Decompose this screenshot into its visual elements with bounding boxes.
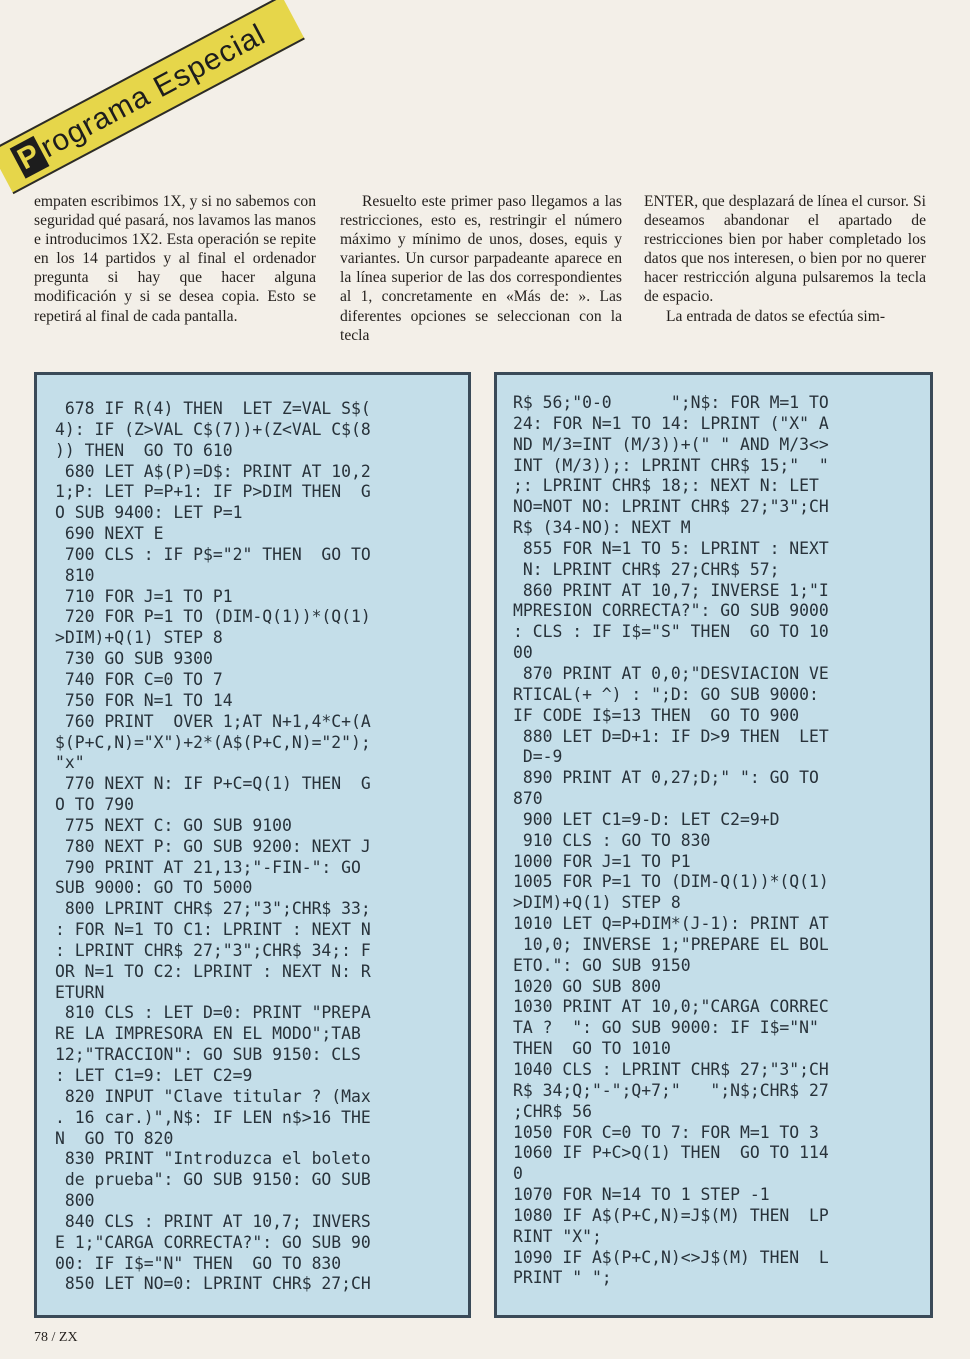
code-listing-right	[494, 372, 933, 1318]
banner-initial-p: P	[10, 136, 50, 179]
paragraph: La entrada de datos se efectúa sim-	[666, 307, 886, 325]
page-folio: 78 / ZX	[34, 1330, 78, 1345]
basic-listing-text: R$ 56;"0-0 ";N$: FOR M=1 TO 24: FOR N=1 TO 14: LPRINT ("X" A ND M/3=INT (M/3))+(" " AND M/3<> INT (M/3));: LPRINT CHR$ 15;" " ;: LPRINT CHR$ 18;: NEXT N: LET NO=NOT NO: LPRINT CHR$ 27;"3";CH R$ (34-NO): NEXT M 855 FOR N=1 TO 5: LPRINT : NEXT N: LPRINT CHR$ 27;CHR$ 57; 860 PRINT AT 10,7; INVERSE 1;"I MPRESION CORRECTA?": GO SUB 9000 : CLS : IF I$="S" THEN GO TO 10 00 870 PRINT AT 0,0;"DESVIACION VE RTICAL(+ ^) : ";D: GO SUB 9000: IF CODE I$=13 THEN GO TO 900 880 LET D=D+1: IF D>9 THEN LET D=-9 890 PRINT AT 0,27;D;" ": GO TO 870 900 LET C1=9-D: LET C2=9+D 910 CLS : GO TO 830 1000 FOR J=1 TO P1 1005 FOR P=1 TO (DIM-Q(1))*(Q(1) >DIM)+Q(1) STEP 8 1010 LET Q=P+DIM*(J-1): PRINT AT 10,0; INVERSE 1;"PREPARE EL BOL ETO.": GO SUB 9150 1020 GO SUB 800 1030 PRINT AT 10,0;"CARGA CORREC TA ? ": GO SUB 9000: IF I$="N" THEN GO TO 1010 1040 CLS : LPRINT CHR$ 27;"3";CH R$ 34;Q;"-";Q+7;" ";N$;CHR$ 27 ;CHR$ 56 1050 FOR C=0 TO 7: FOR M=1 TO 3 1060 IF P+C>Q(1) THEN GO TO 114 0 1070 FOR N=14 TO 1 STEP -1 1080 IF A$(P+C,N)=J$(M) THEN LP RINT "X"; 1090 IF A$(P+C,N)<>J$(M) THEN L PRINT " ";	[513, 393, 829, 1288]
basic-listing-text: 678 IF R(4) THEN LET Z=VAL S$( 4): IF (Z>VAL C$(7))+(Z<VAL C$(8 )) THEN GO TO 610 680 LET A$(P)=D$: PRINT AT 10,2 1;P: LET P=P+1: IF P>DIM THEN G O SUB 9400: LET P=1 690 NEXT E 700 CLS : IF P$="2" THEN GO TO 810 710 FOR J=1 TO P1 720 FOR P=1 TO (DIM-Q(1))*(Q(1) >DIM)+Q(1) STEP 8 730 GO SUB 9300 740 FOR C=0 TO 7 750 FOR N=1 TO 14 760 PRINT OVER 1;AT N+1,4*C+(A $(P+C,N)="X")+2*(A$(P+C,N)="2"); "x" 770 NEXT N: IF P+C=Q(1) THEN G O TO 790 775 NEXT C: GO SUB 9100 780 NEXT P: GO SUB 9200: NEXT J 790 PRINT AT 21,13;"-FIN-": GO SUB 9000: GO TO 5000 800 LPRINT CHR$ 27;"3";CHR$ 33; : FOR N=1 TO C1: LPRINT : NEXT N : LPRINT CHR$ 27;"3";CHR$ 34;: F OR N=1 TO C2: LPRINT : NEXT N: R ETURN 810 CLS : LET D=0: PRINT "PREPA RE LA IMPRESORA EN EL MODO";TAB 12;"TRACCION": GO SUB 9150: CLS : LET C1=9: LET C2=9 820 INPUT "Clave titular ? (Max . 16 car.)",N$: IF LEN n$>16 THE N GO TO 820 830 PRINT "Introduzca el boleto de prueba": GO SUB 9150: GO SUB 800 840 CLS : PRINT AT 10,7; INVERS E 1;"CARGA CORRECTA?": GO SUB 90 00: IF I$="N" THEN GO TO 830 850 LET NO=0: LPRINT CHR$ 27;CH	[55, 399, 371, 1294]
banner-text: rograma Especial	[35, 17, 272, 165]
text-column-3	[644, 192, 926, 326]
paragraph: empaten escribimos 1X, y si no sabemos con seguridad qué pasará, nos lavamos las manos e introducimos 1X2. Esta operación se repite en los 14 partidos y al final el ordenador pregunta si hay que hacer alguna modificación y si se desea copia. Esto se repetirá al final de cada pantalla.	[34, 193, 316, 325]
code-listing-left	[34, 372, 471, 1318]
section-label	[0, 0, 305, 194]
text-column-1	[34, 192, 316, 326]
paragraph: ENTER, que desplazará de línea el cursor. Si deseamos abandonar el apartado de restricciones bien por haber completado los datos que nos interesen, o bien por no querer hacer restricción alguna pulsaremos la tecla de espacio.	[644, 193, 926, 306]
paragraph: Resuelto este primer paso llegamos a las restricciones, esto es, restringir el número máximo y mínimo de unos, doses, equis y variantes. Un cursor parpadeante aparece en la línea superior de las dos correspondientes al 1, concretamente en «Más de: ». Las diferentes opciones se seleccionan con la tecla	[340, 193, 622, 344]
text-column-2	[340, 192, 622, 345]
section-banner	[0, 0, 303, 191]
